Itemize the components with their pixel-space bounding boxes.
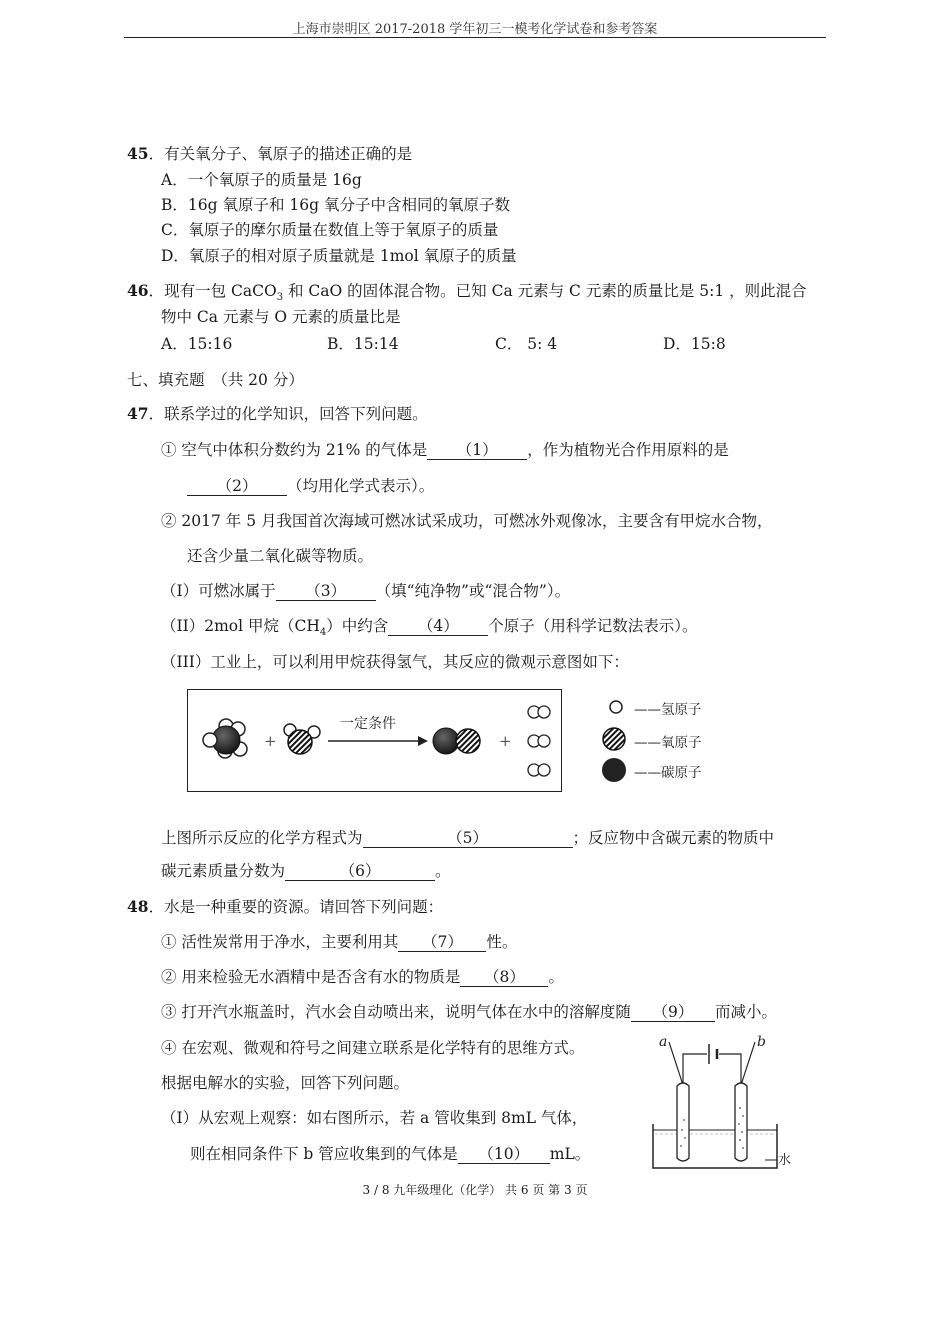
tube-a: [677, 1083, 689, 1161]
hydrogen-molecules: [528, 706, 550, 776]
q48-part1-text-b: 性。: [486, 933, 518, 951]
q45-option-b: B．16g 氧原子和 16g 氧分子中含相同的氧原子数: [161, 196, 510, 214]
subscript-4: 4: [319, 627, 327, 639]
question-47-stem: [127, 404, 428, 424]
q46-option-a: A．15:16: [161, 335, 233, 353]
blank-7[interactable]: （7）: [398, 933, 486, 952]
q46-option-d: D．15:8: [663, 335, 726, 353]
q47-after-text-d: 。: [435, 862, 451, 880]
q47-part1-text-b: ，作为植物光合作用原料的是: [527, 441, 729, 459]
question-48-number: 48: [127, 897, 149, 916]
question-46-stem: [127, 281, 807, 308]
blank-3[interactable]: （3）: [276, 582, 376, 601]
label-b: b: [757, 1034, 766, 1050]
q47-part1-text-c: （均用化学式表示）。: [287, 477, 435, 495]
blank-2[interactable]: （2）: [187, 477, 287, 496]
oxygen-atom-icon: [603, 728, 625, 750]
subscript-3: 3: [276, 292, 284, 304]
q48-part2-text-b: 。: [548, 968, 564, 986]
q47-after-text-a: 上图所示反应的化学方程式为: [161, 829, 363, 847]
q47-sub-i-text-b: （填“纯净物”或“混合物”）。: [375, 582, 571, 600]
q47-part1-line1: [161, 440, 729, 460]
question-47-number: 47: [127, 404, 149, 423]
q47-sub-ii: [161, 616, 698, 643]
q48-part2: [161, 967, 564, 987]
question-46-number: 46: [127, 281, 149, 300]
q47-part1-text-a: ① 空气中体积分数约为 21% 的气体是: [161, 441, 428, 459]
q48-part3-text-a: ③ 打开汽水瓶盖时，汽水会自动喷出来，说明气体在水中的溶解度随: [161, 1003, 631, 1021]
page-footer: 3 / 8 九年级理化（化学） 共 6 页 第 3 页: [362, 1183, 588, 1197]
blank-10[interactable]: （10）: [458, 1145, 550, 1164]
carbon-atom-icon: [602, 758, 626, 782]
q47-after-text-c: 碳元素质量分数为: [161, 862, 286, 880]
blank-9[interactable]: （9）: [631, 1003, 715, 1022]
legend-oxygen: ——氧原子: [634, 735, 702, 751]
water-container: [653, 1124, 777, 1168]
q47-sub-ii-text-a: （II）2mol 甲烷（CH: [161, 617, 320, 635]
legend-hydrogen: ——氢原子: [634, 702, 702, 718]
page-header: 上海市崇明区 2017-2018 学年初三一模考化学试卷和参考答案: [292, 22, 658, 37]
q48-part3-text-b: 而减小。: [714, 1003, 777, 1021]
q47-sub-i-text-a: （I）可燃冰属于: [161, 582, 276, 600]
section-title: 七、填充题 （共 20 分）: [127, 371, 304, 389]
question-45-stem: [127, 144, 412, 164]
plus-sign-2: +: [499, 732, 512, 750]
q45-option-a: A．一个氧原子的质量是 16g: [161, 171, 362, 189]
q48-part3: [161, 1002, 777, 1022]
reaction-svg: [188, 690, 561, 791]
blank-4[interactable]: （4）: [388, 617, 488, 636]
q47-sub-ii-text-b: ）中约含: [326, 617, 389, 635]
legend-symbols: [600, 695, 628, 785]
question-45-text: ．有关氧分子、氧原子的描述正确的是: [148, 145, 413, 163]
arrow-head-icon: [418, 736, 428, 746]
q47-part2-line1: ② 2017 年 5 月我国首次海域可燃冰试采成功，可燃冰外观像冰，主要含有甲烷水合物，: [161, 512, 773, 530]
question-46-text-b: 和 CaO 的固体混合物。已知 Ca 元素与 C 元素的质量比是 5:1 ，则此混合: [283, 282, 807, 300]
q48-part4: ④ 在宏观、微观和符号之间建立联系是化学特有的思维方式。: [161, 1039, 585, 1057]
water-molecule: [284, 724, 320, 754]
reaction-diagram: [187, 689, 562, 792]
label-water: 水: [778, 1153, 792, 1168]
methane-molecule: [203, 719, 247, 758]
question-46-stem-2: 物中 Ca 元素与 O 元素的质量比是: [161, 308, 401, 326]
electrolysis-figure: [625, 1030, 800, 1178]
blank-8[interactable]: （8）: [460, 968, 548, 987]
header-divider: [124, 37, 826, 38]
q48-part5: 根据电解水的实验，回答下列问题。: [161, 1074, 410, 1092]
q47-part2-line2: 还含少量二氧化碳等物质。: [187, 547, 374, 565]
q45-option-d: D．氧原子的相对原子质量就是 1mol 氧原子的质量: [161, 247, 517, 265]
q47-after-text-b: ；反应物中含碳元素的物质中: [572, 829, 775, 847]
plus-sign-1: +: [264, 732, 277, 750]
blank-6[interactable]: （6）: [285, 862, 435, 881]
legend-carbon: ——碳原子: [634, 765, 702, 781]
q46-option-b: B．15:14: [327, 335, 399, 353]
q46-option-c: C． 5: 4: [495, 335, 558, 353]
co-molecule: [433, 728, 480, 754]
q48-sub-i-text-b: 则在相同条件下 b 管应收集到的气体是: [190, 1145, 458, 1163]
q45-option-c: C．氧原子的摩尔质量在数值上等于氧原子的质量: [161, 221, 499, 239]
q48-sub-i-text-c: mL。: [549, 1145, 591, 1163]
label-a: a: [659, 1034, 668, 1050]
question-48-text: ．水是一种重要的资源。请回答下列问题：: [148, 898, 444, 916]
blank-5[interactable]: （5）: [363, 829, 573, 848]
q48-part1-text-a: ① 活性炭常用于净水，主要利用其: [161, 933, 399, 951]
reaction-condition: 一定条件: [340, 716, 396, 732]
question-47-text: ．联系学过的化学知识，回答下列问题。: [148, 405, 428, 423]
blank-1[interactable]: （1）: [427, 441, 527, 460]
question-46-text-a: ．现有一包 CaCO: [148, 282, 277, 300]
question-45-number: 45: [127, 144, 149, 163]
tube-b: [735, 1083, 747, 1161]
q47-after-line1: [161, 828, 774, 848]
question-48-stem: [127, 897, 443, 917]
q47-sub-i: [161, 581, 570, 601]
q48-sub-i-line1: （I）从宏观上观察：如右图所示，若 a 管收集到 8mL 气体，: [161, 1109, 588, 1127]
q48-part2-text-a: ② 用来检验无水酒精中是否含有水的物质是: [161, 968, 461, 986]
q47-after-line2: [161, 861, 451, 881]
q47-sub-iii: （III）工业上，可以利用甲烷获得氢气，其反应的微观示意图如下：: [161, 653, 629, 671]
q47-part1-line2: [187, 476, 434, 496]
q48-sub-i-line2: [190, 1144, 590, 1164]
hydrogen-atom-icon: [610, 701, 622, 713]
q47-sub-ii-text-c: 个原子（用科学记数法表示）。: [488, 617, 698, 635]
q48-part1: [161, 932, 517, 952]
